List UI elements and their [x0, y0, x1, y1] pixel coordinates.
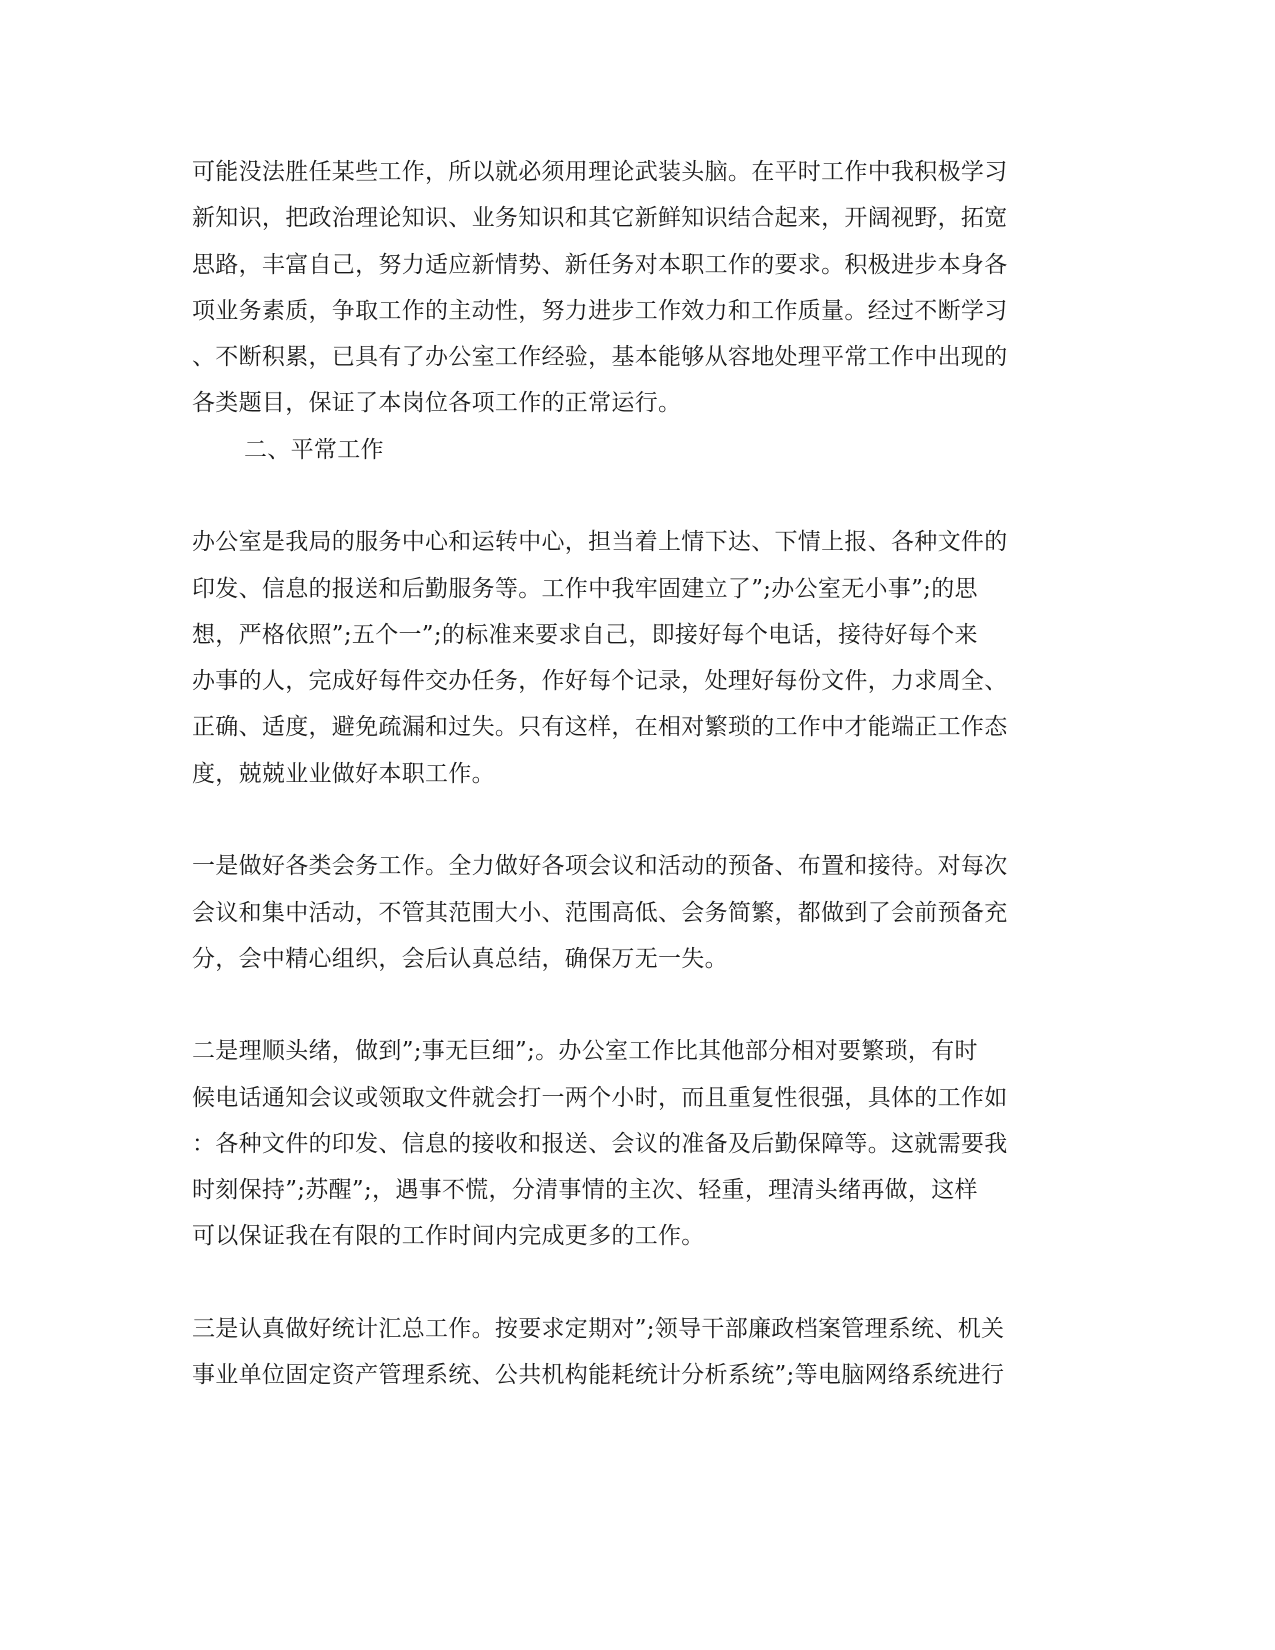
- paragraph-line: 项业务素质，争取工作的主动性，努力进步工作效力和工作质量。经过不断学习: [192, 298, 1008, 324]
- paragraph-line: ：各种文件的印发、信息的接收和报送、会议的准备及后勤保障等。这就需要我: [192, 1131, 1008, 1157]
- paragraph-line: 可以保证我在有限的工作时间内完成更多的工作。: [192, 1223, 705, 1249]
- paragraph-line: 会议和集中活动，不管其范围大小、范围高低、会务简繁，都做到了会前预备充: [192, 900, 1008, 926]
- paragraph-line: 印发、信息的报送和后勤服务等。工作中我牢固建立了”;办公室无小事”;的思: [192, 576, 978, 602]
- paragraph-line: 办事的人，完成好每件交办任务，作好每个记录，处理好每份文件，力求周全、: [192, 668, 1008, 694]
- paragraph-line: 二是理顺头绪，做到”;事无巨细”;。办公室工作比其他部分相对要繁琐，有时: [192, 1038, 978, 1064]
- paragraph-line: 度，兢兢业业做好本职工作。: [192, 761, 495, 787]
- paragraph-line: 各类题目，保证了本岗位各项工作的正常运行。: [192, 390, 682, 416]
- paragraph-line: 分，会中精心组织，会后认真总结，确保万无一失。: [192, 946, 728, 972]
- paragraph-line: 候电话通知会议或领取文件就会打一两个小时，而且重复性很强，具体的工作如: [192, 1085, 1008, 1111]
- paragraph-line: 时刻保持”;苏醒”;，遇事不慌，分清事情的主次、轻重，理清头绪再做，这样: [192, 1177, 978, 1203]
- paragraph-line: 、不断积累，已具有了办公室工作经验，基本能够从容地处理平常工作中出现的: [192, 344, 1008, 370]
- paragraph-line: 新知识，把政治理论知识、业务知识和其它新鲜知识结合起来，开阔视野，拓宽: [192, 205, 1008, 231]
- paragraph-line: 正确、适度，避免疏漏和过失。只有这样，在相对繁琐的工作中才能端正工作态: [192, 714, 1008, 740]
- paragraph-line: 办公室是我局的服务中心和运转中心，担当着上情下达、下情上报、各种文件的: [192, 529, 1008, 555]
- paragraph-line: 一是做好各类会务工作。全力做好各项会议和活动的预备、布置和接待。对每次: [192, 853, 1008, 879]
- paragraph-line: 事业单位固定资产管理系统、公共机构能耗统计分析系统”;等电脑网络系统进行: [192, 1362, 1005, 1388]
- section-heading: 二、平常工作: [244, 437, 384, 463]
- paragraph-line: 可能没法胜任某些工作，所以就必须用理论武装头脑。在平时工作中我积极学习: [192, 159, 1008, 185]
- paragraph-line: 思路，丰富自己，努力适应新情势、新任务对本职工作的要求。积极进步本身各: [192, 252, 1008, 278]
- paragraph-line: 三是认真做好统计汇总工作。按要求定期对”;领导干部廉政档案管理系统、机关: [192, 1316, 1005, 1342]
- paragraph-line: 想，严格依照”;五个一”;的标准来要求自己，即接好每个电话，接待好每个来: [192, 622, 978, 648]
